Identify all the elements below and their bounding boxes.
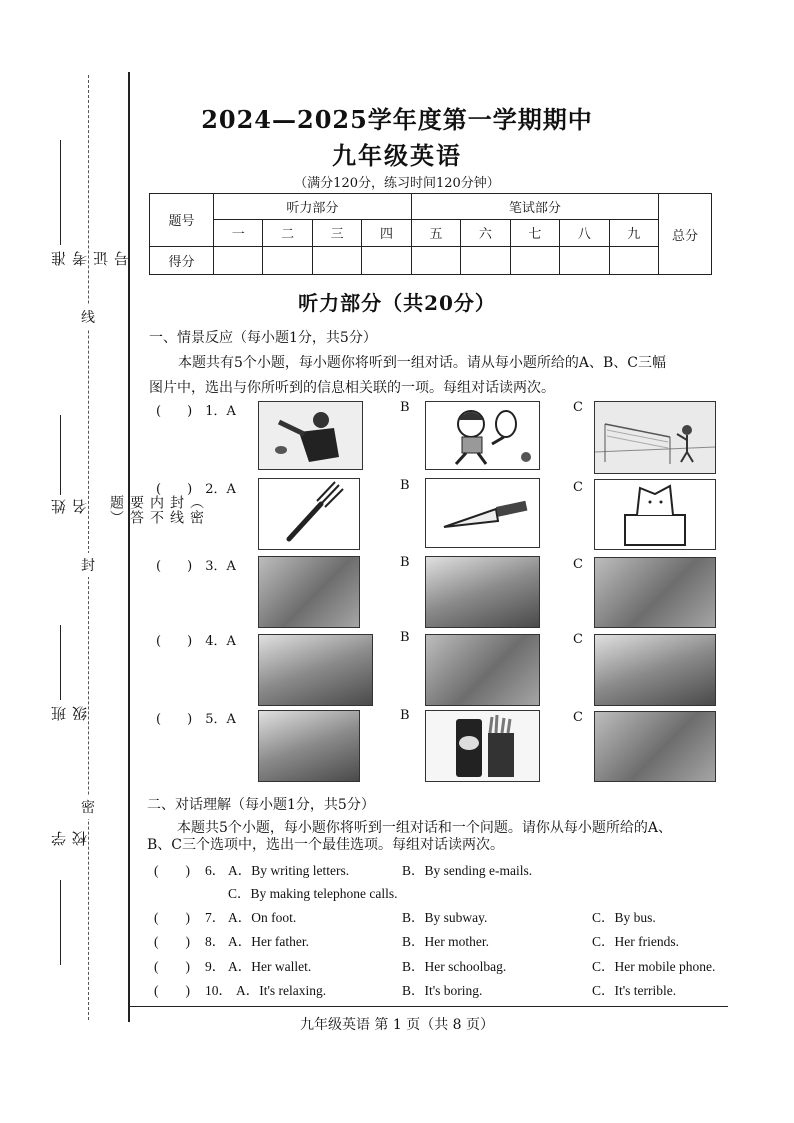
bread-photo (258, 710, 360, 782)
person-with-dog-photo (425, 556, 540, 628)
option-a: A．It's relaxing. (236, 983, 327, 998)
question-number: 6． (205, 863, 226, 878)
knife-picture (425, 478, 540, 548)
man-indoors-photo (258, 556, 360, 628)
hamburger-meal-photo (594, 711, 716, 782)
question-1 (156, 400, 236, 419)
option-letter: B (400, 478, 410, 493)
class-label: 班级 (50, 705, 89, 721)
option-letter: C (573, 710, 583, 725)
badminton-net-picture (594, 401, 716, 474)
option-c: C．It's terrible. (592, 983, 677, 998)
name-underline (60, 415, 62, 495)
option-b: B．By sending e-mails. (402, 863, 533, 878)
option-a: A．On foot. (228, 910, 297, 925)
option-letter: A (226, 482, 236, 497)
written-label: 笔试部分 (411, 194, 658, 220)
section-number: 八 (560, 220, 609, 246)
score-cell[interactable] (510, 246, 559, 274)
option-b: B．Her mother. (402, 934, 489, 949)
total-label: 总分 (659, 194, 712, 275)
line-char: 线 (81, 305, 95, 329)
score-cell[interactable] (461, 246, 510, 274)
option-letter: B (400, 555, 410, 570)
option-a: A．Her wallet. (228, 959, 312, 974)
exam-title: 2024—2025学年度第一学期期中 (201, 105, 593, 134)
question-number: 1． (205, 404, 227, 419)
question-number: 4． (205, 634, 227, 649)
part1-heading: 一、情景反应（每小题1分，共5分） (149, 330, 377, 346)
option-a: A．By writing letters. (228, 863, 350, 878)
section-number: 五 (411, 220, 460, 246)
answer-blank[interactable]: ( ) (154, 863, 190, 878)
option-letter: B (400, 400, 410, 415)
answer-blank[interactable]: ( ) (154, 983, 190, 998)
question-2 (156, 478, 236, 497)
section-number: 九 (609, 220, 659, 246)
section-number: 一 (214, 220, 263, 246)
seal-char: 封 (81, 553, 95, 577)
part2-heading: 二、对话理解（每小题1分，共5分） (147, 797, 375, 813)
listening-label: 听力部分 (214, 194, 412, 220)
section-number: 三 (312, 220, 361, 246)
answer-blank[interactable]: ( ) (156, 559, 193, 574)
part1-instruction-line1: 本题共有5个小题，每小题你将听到一组对话。请从每小题所给的A、B、C三幅 (178, 355, 667, 371)
boy-with-tennis-racket-picture (425, 401, 540, 470)
seal-dashed-line (88, 75, 89, 1020)
answer-blank[interactable]: ( ) (154, 910, 190, 925)
option-letter: C (573, 400, 583, 415)
option-letter: A (226, 404, 236, 419)
score-table (149, 193, 712, 275)
question-number: 9． (205, 959, 226, 974)
option-letter: A (226, 712, 236, 727)
answer-blank[interactable]: ( ) (156, 482, 193, 497)
question-number: 10． (205, 983, 232, 998)
footer-rule (128, 1006, 728, 1007)
exam-id-label: 准考证号 (50, 250, 131, 266)
cola-and-fries-photo (425, 710, 540, 782)
question-number: 5． (205, 712, 227, 727)
option-letter: C (573, 632, 583, 647)
item-label: 题号 (150, 194, 214, 247)
subject-title: 九年级英语 (332, 141, 462, 170)
fork-picture (258, 478, 360, 550)
option-letter: B (400, 630, 410, 645)
question-number: 8． (205, 934, 226, 949)
section-number: 七 (510, 220, 559, 246)
score-label: 得分 (150, 246, 214, 274)
city-street-photo (258, 634, 373, 706)
option-c: C．Her friends. (592, 934, 679, 949)
answer-blank[interactable]: ( ) (156, 404, 193, 419)
page-footer: 九年级英语 第 1 页（共 8 页） (299, 1017, 495, 1033)
answer-blank[interactable]: ( ) (154, 959, 190, 974)
listening-section-title: 听力部分（共20分） (298, 291, 496, 315)
dense-char: 密 (81, 795, 95, 819)
option-letter: B (400, 708, 410, 723)
section-number: 二 (263, 220, 312, 246)
part2-instruction-line1: 本题共5个小题，每小题你将听到一组对话和一个问题。请你从每小题所给的A、 (177, 820, 673, 836)
person-cycling-photo (594, 557, 716, 628)
name-label: 姓名 (50, 498, 89, 514)
option-letter: A (226, 634, 236, 649)
option-b: B．By subway. (402, 910, 488, 925)
table-tennis-player-picture (258, 401, 363, 470)
part1-instruction-line2: 图片中，选出与你所听到的信息相关联的一项。每组对话读两次。 (149, 380, 555, 396)
school-underline (60, 880, 62, 965)
option-a: A．Her father. (228, 934, 309, 949)
answer-blank[interactable]: ( ) (154, 934, 190, 949)
score-cell[interactable] (214, 246, 263, 274)
option-c: C．By bus. (592, 910, 656, 925)
section-number: 六 (461, 220, 510, 246)
tissue-box-picture (594, 479, 716, 550)
school-label: 学校 (50, 830, 89, 846)
part2-instruction-line2: B、C三个选项中，选出一个最佳选项。每组对话读两次。 (147, 837, 504, 853)
class-underline (60, 625, 62, 700)
score-cell[interactable] (362, 246, 411, 274)
option-c: C．By making telephone calls. (228, 886, 398, 901)
seal-note: （密封线内不要答题） (108, 495, 204, 525)
option-letter: A (226, 559, 236, 574)
section-number: 四 (362, 220, 411, 246)
score-cell[interactable] (609, 246, 659, 274)
score-cell[interactable] (411, 246, 460, 274)
exam-info: （满分120分，练习时间120分钟） (294, 176, 500, 191)
option-b: B．Her schoolbag. (402, 959, 507, 974)
option-b: B．It's boring. (402, 983, 483, 998)
question-number: 3． (205, 559, 227, 574)
answer-blank[interactable]: ( ) (156, 634, 193, 649)
question-3 (156, 555, 236, 574)
question-number: 7． (205, 910, 226, 925)
score-cell[interactable] (560, 246, 609, 274)
autumn-tree-photo (425, 634, 540, 706)
option-letter: C (573, 557, 583, 572)
question-5 (156, 708, 236, 727)
option-c: C．Her mobile phone. (592, 959, 716, 974)
score-cell[interactable] (263, 246, 312, 274)
park-scene-photo (594, 634, 716, 706)
option-letter: C (573, 480, 583, 495)
question-4 (156, 630, 236, 649)
question-number: 2． (205, 482, 227, 497)
binding-border-line (128, 72, 130, 1022)
answer-blank[interactable]: ( ) (156, 712, 193, 727)
score-cell[interactable] (312, 246, 361, 274)
